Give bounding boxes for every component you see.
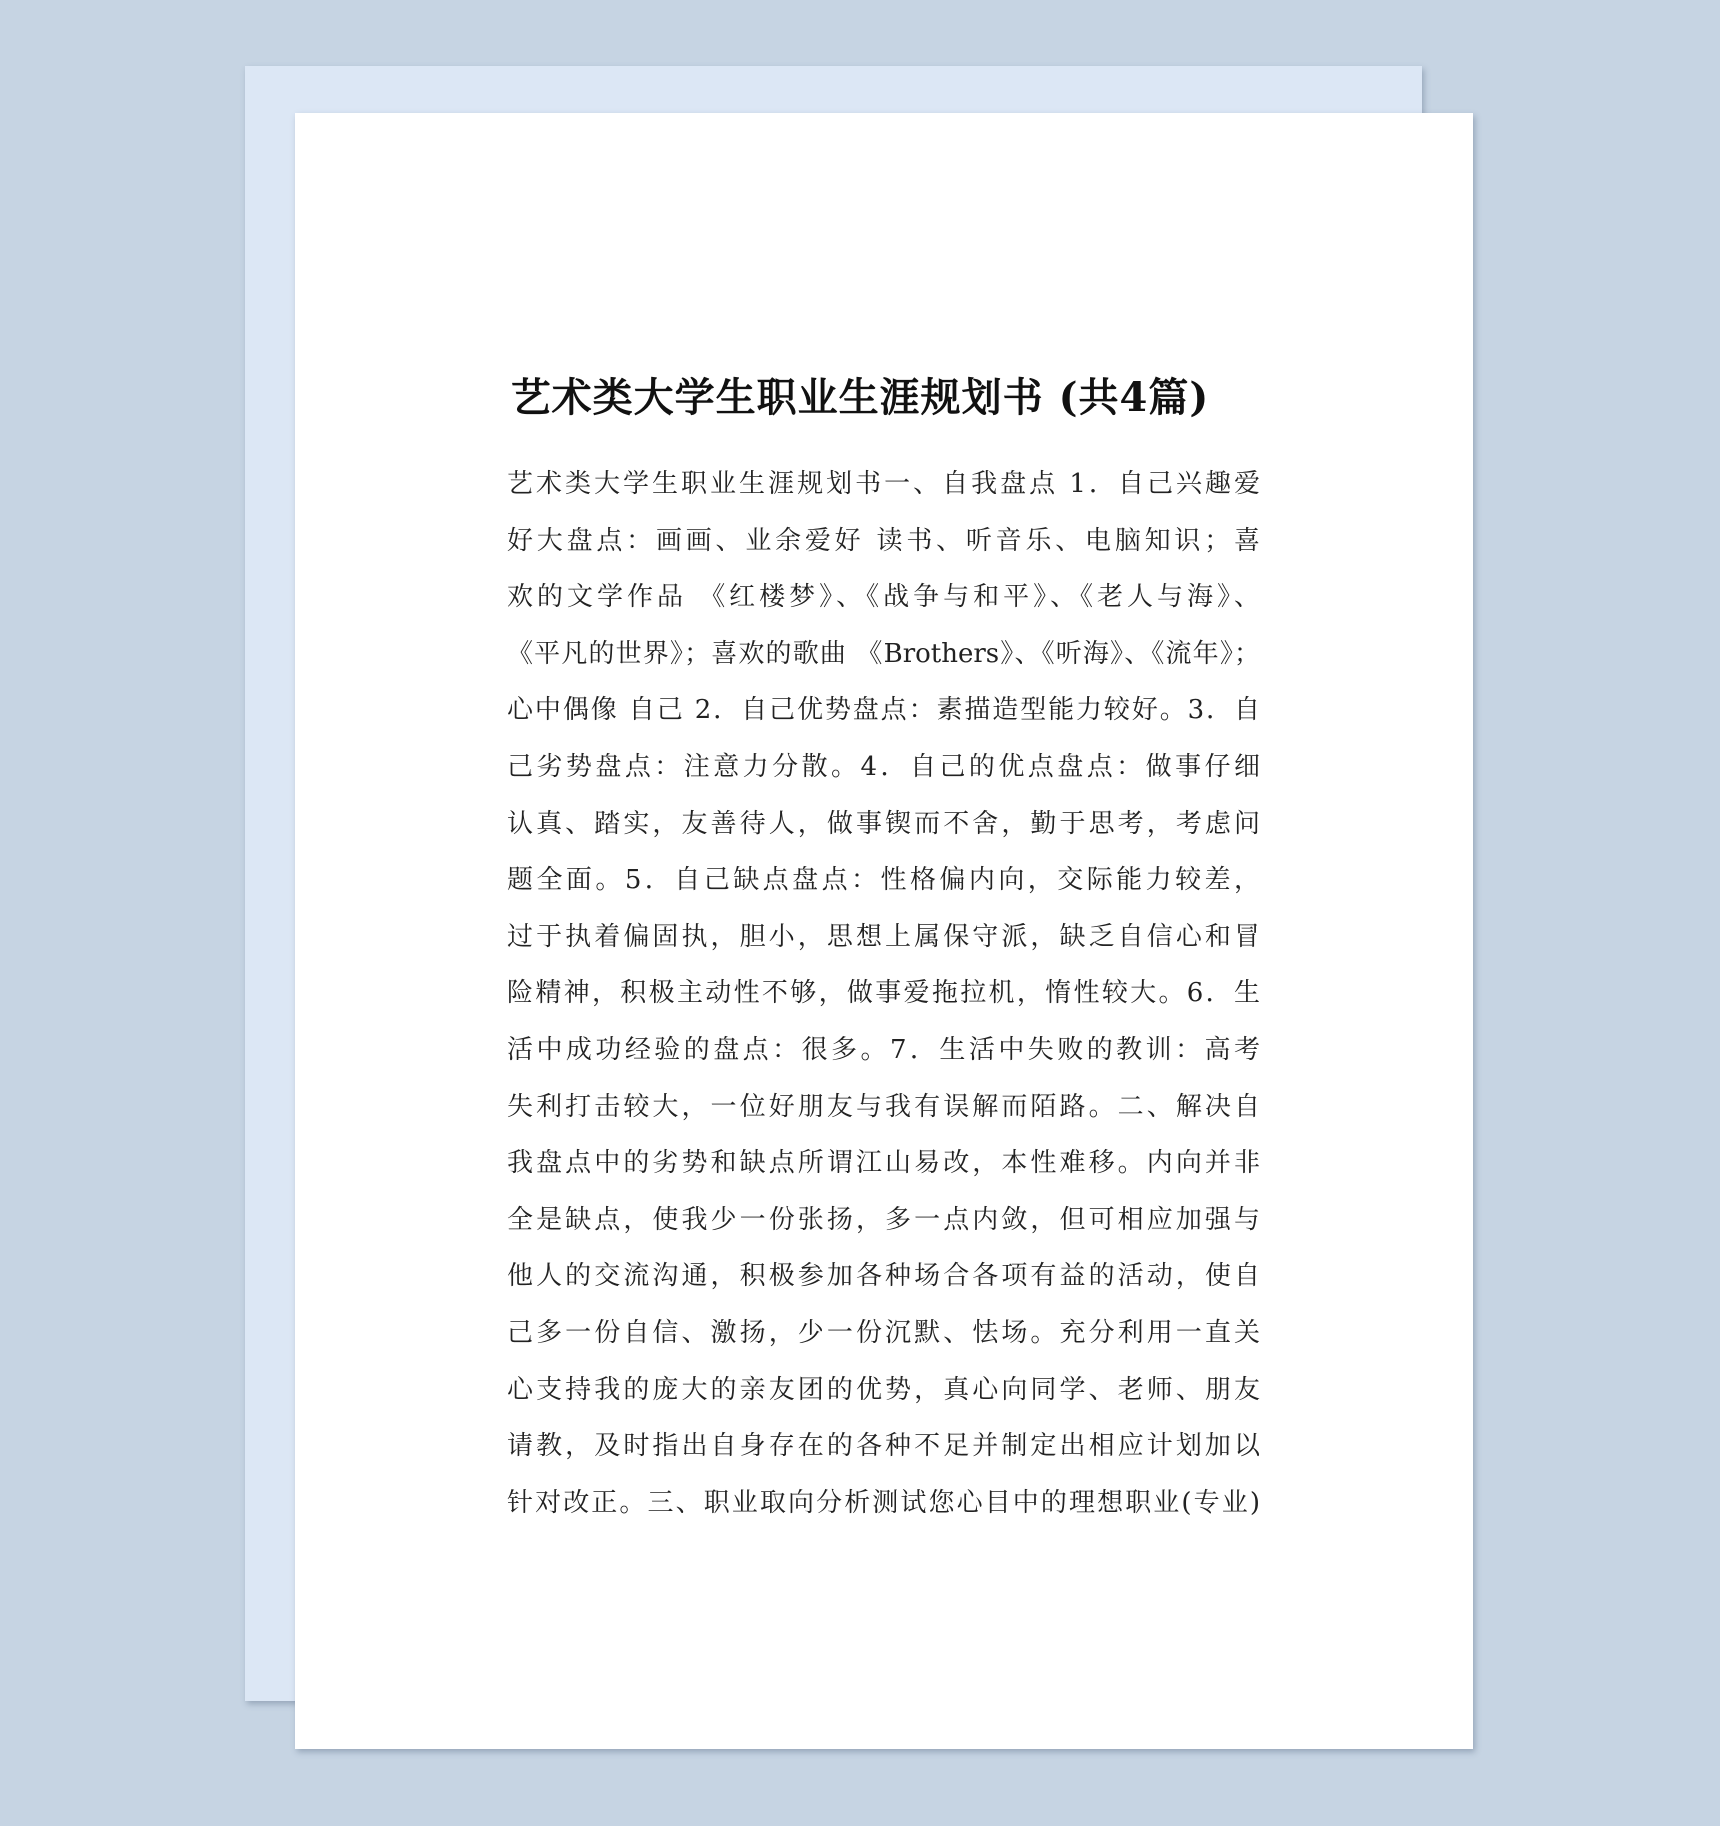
body-line: 己劣势盘点：注意力分散。4．自己的优点盘点：做事仔细 <box>507 751 1260 782</box>
body-line: 失利打击较大，一位好朋友与我有误解而陌路。二、解决自 <box>507 1091 1260 1122</box>
body-line: 《平凡的世界》；喜欢的歌曲 《Brothers》、《听海》、《流年》； <box>507 638 1260 669</box>
body-line: 他人的交流沟通，积极参加各种场合各项有益的活动，使自 <box>507 1261 1260 1292</box>
body-line: 我盘点中的劣势和缺点所谓江山易改，本性难移。内向并非 <box>507 1148 1260 1179</box>
body-line: 请教，及时指出自身存在的各种不足并制定出相应计划加以 <box>507 1431 1260 1462</box>
body-line: 欢的文学作品 《红楼梦》、《战争与和平》、《老人与海》、 <box>507 582 1260 613</box>
document-title: 艺术类大学生职业生涯规划书 (共4篇) <box>510 374 1210 421</box>
body-line: 好大盘点：画画、业余爱好 读书、听音乐、电脑知识；喜 <box>507 525 1260 556</box>
body-line: 艺术类大学生职业生涯规划书一、自我盘点 1．自己兴趣爱 <box>507 469 1260 499</box>
body-line: 针对改正。三、职业取向分析测试您心目中的理想职业(专业) <box>507 1487 1260 1518</box>
body-line: 心中偶像 自己 2．自己优势盘点：素描造型能力较好。3．自 <box>507 695 1260 726</box>
document-body <box>507 456 1260 1531</box>
body-line: 己多一份自信、激扬，少一份沉默、怯场。充分利用一直关 <box>507 1317 1260 1348</box>
body-line: 全是缺点，使我少一份张扬，多一点内敛，但可相应加强与 <box>507 1204 1260 1235</box>
body-line: 认真、踏实，友善待人，做事锲而不舍，勤于思考，考虑问 <box>507 808 1260 839</box>
body-line: 活中成功经验的盘点：很多。7．生活中失败的教训：高考 <box>507 1034 1260 1065</box>
body-line: 过于执着偏固执，胆小，思想上属保守派，缺乏自信心和冒 <box>507 921 1260 952</box>
body-line: 题全面。5．自己缺点盘点：性格偏内向，交际能力较差， <box>507 865 1260 896</box>
body-line: 心支持我的庞大的亲友团的优势，真心向同学、老师、朋友 <box>507 1374 1260 1405</box>
body-line: 险精神，积极主动性不够，做事爱拖拉机，惰性较大。6．生 <box>507 978 1260 1009</box>
